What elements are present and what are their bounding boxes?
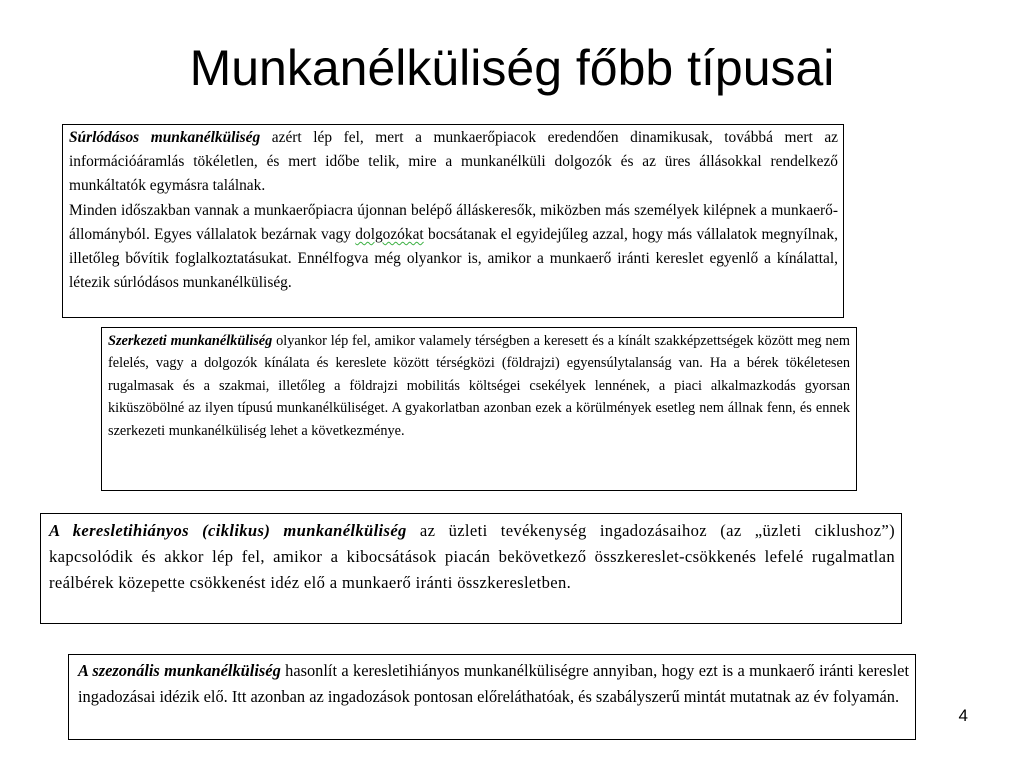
page-number: 4 [958,706,968,725]
frictional-text-1: azért lép fel, mert a munkaerőpiacok eredendően dinamikusak, továbbá mert az információáramlás tökéletlen, és mert időbe telik, mire a munkanélküli dolgozók és az üres állásokkal rendelkező munkáltatók egymásra találnak. [69,129,838,195]
frictional-term: Súrlódásos munkanélküliség [69,129,261,146]
slide-title: Munkanélküliség főbb típusai [189,40,835,96]
structural-paragraph [108,330,850,442]
cyclical-unemployment-box [40,513,902,624]
frictional-text-2b: bocsátanak el egyidejűleg azzal, hogy más vállalatok megnyílnak, illetőleg bővítik foglalkoztatásukat. Ennélfogva még olyankor is, amikor a munkaerő iránti kereslet egyenlő a kínálattal, létezik súrlódásos munkanélküliség. [69,225,838,292]
structural-term: Szerkezeti munkanélküliség [108,333,273,349]
seasonal-text: hasonlít a keresletihiányos munkanélküliségre annyiban, hogy ezt is a munkaerő iránti kereslet ingadozásai idézik elő. Itt azonban az ingadozások pontosan előreláthatóak, és szabályszerű mintát mutatnak az év folyamán. [78,661,909,707]
frictional-paragraph-1 [69,126,838,199]
frictional-text-2a: Minden időszakban vannak a munkaerőpiacra újonnan belépő álláskeresők, miközben más személyek kilépnek a munkaerő-állományból. Egyes vállalatok bezárnak vagy [69,201,838,243]
spellcheck-flagged-word: dolgozókat [355,225,424,243]
seasonal-unemployment-box [68,654,916,740]
seasonal-term: A szezonális munkanélküliség [78,661,281,680]
seasonal-paragraph [78,658,909,710]
cyclical-text: az üzleti tevékenység ingadozásaihoz (az „üzleti ciklushoz”) kapcsolódik és akkor lép fel, amikor a kibocsátások piacán bekövetkező összkereslet-csökkenés lefelé rugalmatlan reálbérek közepette csökkenést idéz elő a munkaerő iránti összkeresletben. [49,521,895,593]
structural-text: olyankor lép fel, amikor valamely térségben a keresett és a kínált szakképzettségek között meg nem felelés, vagy a dolgozók kínálata és kereslete között térségközi (földrajzi) egyensúlytalanság van. Ha a bérek tökéletesen rugalmasak és a szakmai, illetőleg a földrajzi mobilitás költségei csekélyek lennének, a piaci alkalmazkodás gyorsan kiküszöbölné az ilyen típusú munkanélküliséget. A gyakorlatban azonban ezek a körülmények esetleg nem állnak fenn, és ennek szerkezeti munkanélküliség lehet a következménye. [108,333,850,439]
structural-unemployment-box [101,327,857,491]
frictional-paragraph-2 [69,199,838,296]
cyclical-term: A keresletihiányos (ciklikus) munkanélküliség [49,521,407,540]
cyclical-paragraph [49,518,895,597]
frictional-unemployment-box [62,124,844,318]
